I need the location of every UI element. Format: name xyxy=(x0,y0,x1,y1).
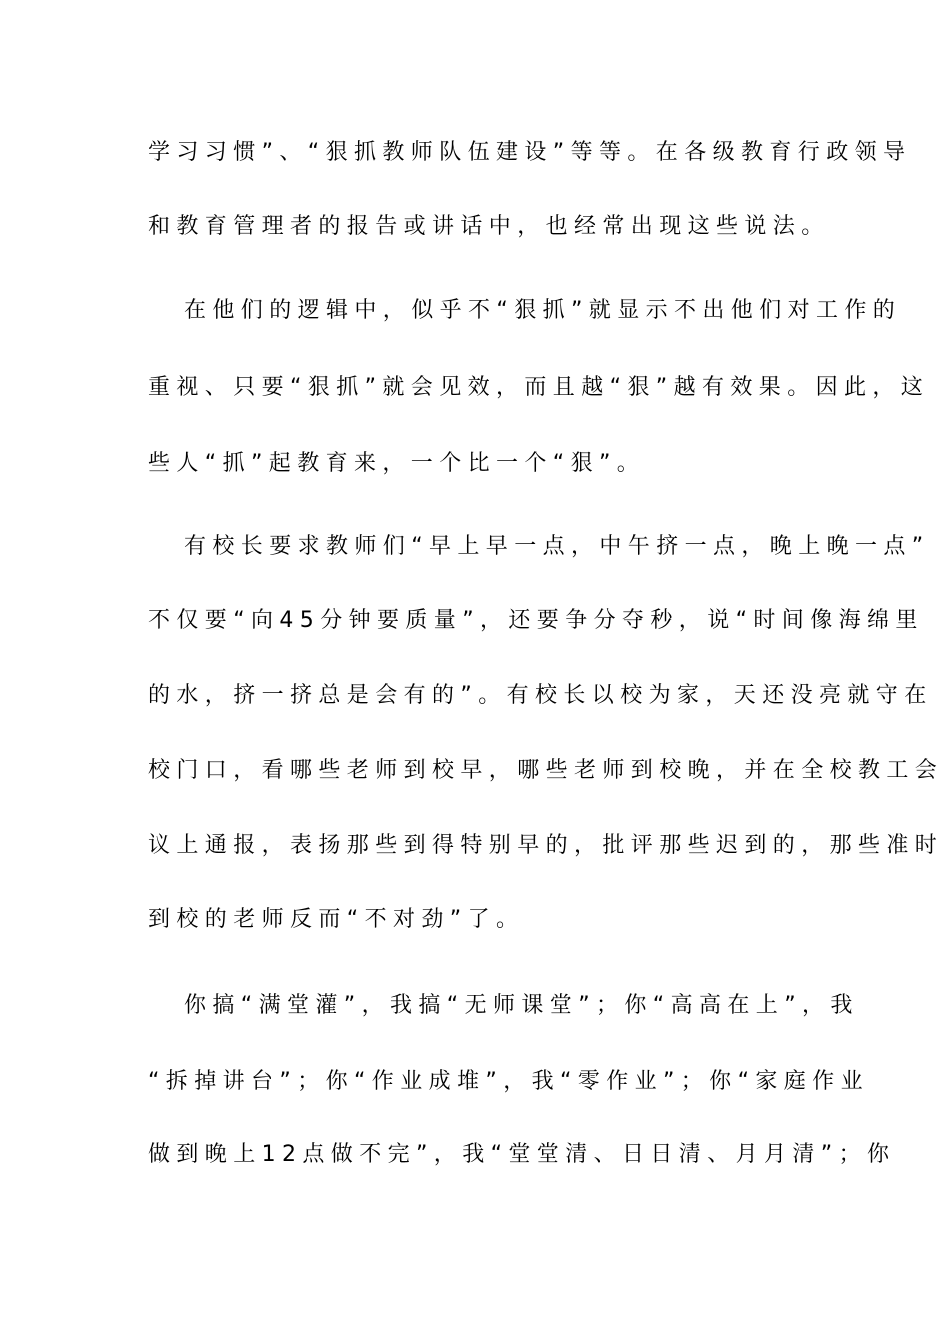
text-line: 和教育管理者的报告或讲话中，也经常出现这些说法。 xyxy=(148,214,830,239)
text-line: 校门口，看哪些老师到校早，哪些老师到校晚，并在全校教工会 xyxy=(148,758,944,783)
text-line: 到校的老师反而“不对劲”了。 xyxy=(148,907,525,932)
text-line: “拆掉讲台”；你“作业成堆”，我“零作业”；你“家庭作业 xyxy=(148,1069,869,1094)
text-line: 不仅要“向45分钟要质量”，还要争分夺秒，说“时间像海绵里 xyxy=(148,608,924,633)
text-line: 做到晚上12点做不完”，我“堂堂清、日日清、月月清”；你 xyxy=(148,1142,896,1167)
text-line: 些人“抓”起教育来，一个比一个“狠”。 xyxy=(148,451,646,476)
paragraph-first-line: 你搞“满堂灌”，我搞“无师课堂”；你“高高在上”，我 xyxy=(184,993,859,1018)
text-line: 学习习惯”、“狠抓教师队伍建设”等等。在各级教育行政领导 xyxy=(148,140,912,165)
text-line: 议上通报，表扬那些到得特别早的，批评那些迟到的，那些准时 xyxy=(148,833,944,858)
paragraph-first-line: 有校长要求教师们“早上早一点，中午挤一点，晚上晚一点” xyxy=(184,534,930,559)
text-line: 重视、只要“狠抓”就会见效，而且越“狠”越有效果。因此，这 xyxy=(148,375,930,400)
paragraph-first-line: 在他们的逻辑中，似乎不“狠抓”就显示不出他们对工作的 xyxy=(184,298,902,323)
text-line: 的水，挤一挤总是会有的”。有校长以校为家，天还没亮就守在 xyxy=(148,683,933,708)
